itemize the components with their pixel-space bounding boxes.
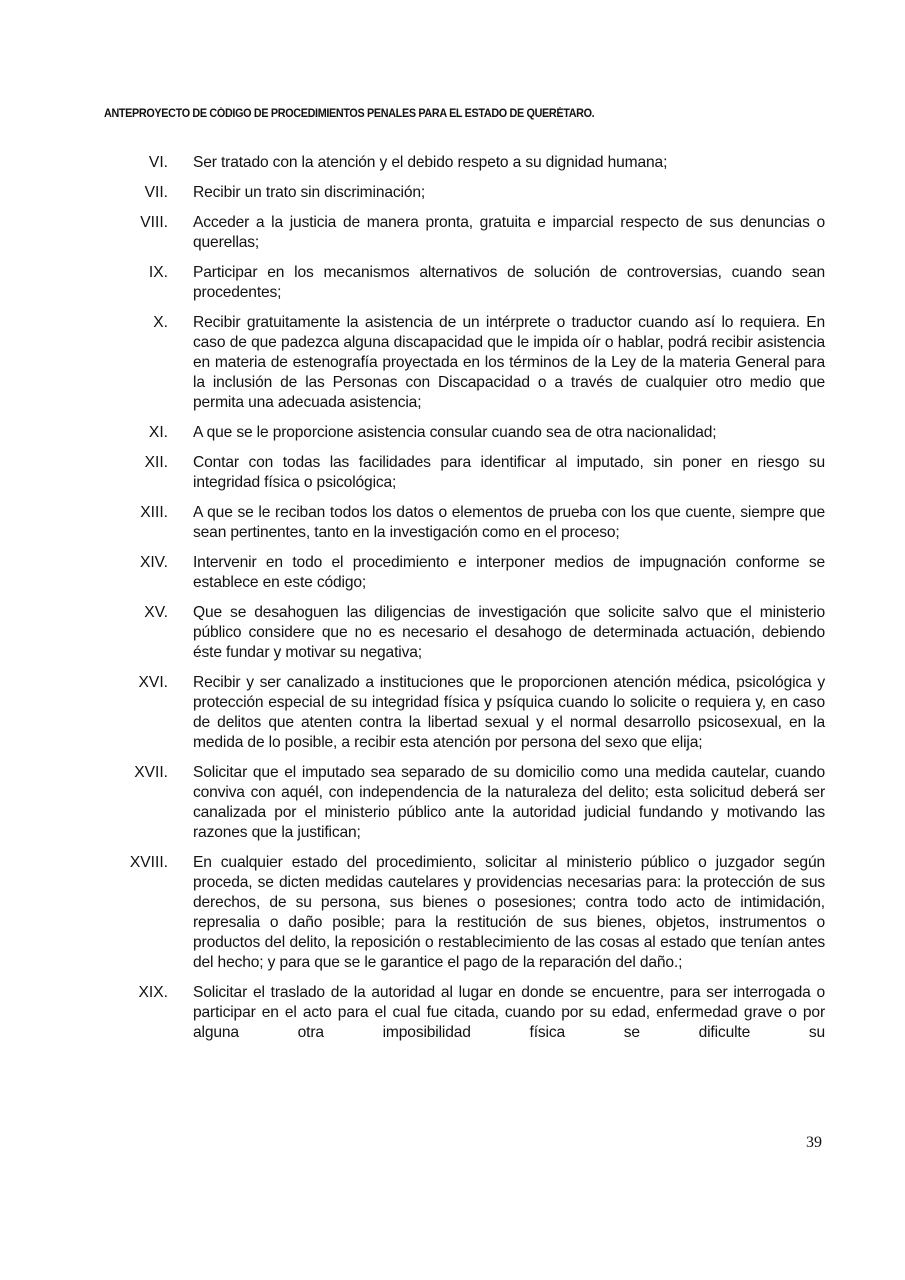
list-item-text: En cualquier estado del procedimiento, solicitar al ministerio público o juzgador según proceda, se dicten medidas cautelares y providencias necesarias para: la protección de sus derechos, de su persona, sus bienes o posesiones; contra todo acto de intimidación, represalia o daño posible; para la restitución de sus bienes, objetos, instrumentos o productos del delito, la reposición o restablecimiento de las cosas al estado que tenían antes del hecho; y para que se le garantice el pago de la reparación del daño.; [193, 854, 825, 971]
list-item-numeral: VI. [148, 154, 168, 171]
list-item [0, 213, 905, 253]
list-item-numeral: XVI. [138, 674, 168, 691]
list-item [0, 503, 905, 543]
list-item [0, 153, 905, 173]
list-item [0, 423, 905, 443]
list-item-numeral: XIX. [138, 984, 168, 1001]
rights-list [0, 153, 905, 1053]
list-item-text: Recibir y ser canalizado a instituciones que le proporcionen atención médica, psicológica y protección especial de su integridad física y psíquica cuando lo solicite o requiera y, en caso de delitos que atenten contra la libertad sexual y el normal desarrollo psicosexual, en la medida de lo posible, a recibir esta atención por persona del sexo que elija; [193, 674, 825, 751]
list-item-numeral: XVII. [134, 764, 168, 781]
list-item-numeral: XIII. [140, 504, 168, 521]
list-item [0, 603, 905, 663]
list-item-text: Contar con todas las facilidades para identificar al imputado, sin poner en riesgo su integridad física o psicológica; [193, 454, 825, 491]
list-item-text: Recibir un trato sin discriminación; [193, 184, 426, 201]
list-item-numeral: X. [153, 314, 168, 331]
list-item [0, 553, 905, 593]
page-number: 39 [806, 1134, 822, 1151]
document-header: ANTEPROYECTO DE CÓDIGO DE PROCEDIMIENTOS PENALES PARA EL ESTADO DE QUERÉTARO. [104, 107, 595, 120]
list-item-numeral: XII. [144, 454, 168, 471]
list-item [0, 673, 905, 753]
list-item [0, 763, 905, 843]
list-item-text: Intervenir en todo el procedimiento e interponer medios de impugnación conforme se establece en este código; [193, 554, 825, 591]
list-item-text: Solicitar que el imputado sea separado de su domicilio como una medida cautelar, cuando conviva con aquél, con independencia de la naturaleza del delito; esta solicitud deberá ser canalizada por el ministerio público ante la autoridad judicial fundando y motivando las razones que la justifican; [193, 764, 825, 841]
list-item-numeral: VIII. [140, 214, 168, 231]
list-item-numeral: XIV. [139, 554, 168, 571]
list-item-numeral: XV. [144, 604, 168, 621]
list-item-numeral: XVIII. [129, 854, 168, 871]
list-item-numeral: IX. [148, 264, 168, 281]
list-item-text: Recibir gratuitamente la asistencia de un intérprete o traductor cuando así lo requiera. En caso de que padezca alguna discapacidad que le impida oír o hablar, podrá recibir asistencia en materia de estenografía proyectada en los términos de la Ley de la materia General para la inclusión de las Personas con Discapacidad o a través de cualquier otro medio que permita una adecuada asistencia; [193, 314, 825, 411]
list-item-text: Solicitar el traslado de la autoridad al lugar en donde se encuentre, para ser interrogada o participar en el acto para el cual fue citada, cuando por su edad, enfermedad grave o por alguna otra imposibilidad física se dificulte su [193, 984, 825, 1041]
list-item-text: Que se desahoguen las diligencias de investigación que solicite salvo que el ministerio público considere que no es necesario el desahogo de determinada actuación, debiendo éste fundar y motivar su negativa; [193, 604, 825, 661]
list-item [0, 983, 905, 1043]
list-item-numeral: XI. [148, 424, 168, 441]
list-item-text: A que se le reciban todos los datos o elementos de prueba con los que cuente, siempre que sean pertinentes, tanto en la investigación como en el proceso; [193, 504, 825, 541]
list-item [0, 853, 905, 973]
list-item-text: A que se le proporcione asistencia consular cuando sea de otra nacionalidad; [193, 424, 717, 441]
list-item [0, 453, 905, 493]
list-item-text: Participar en los mecanismos alternativos de solución de controversias, cuando sean procedentes; [193, 264, 825, 301]
list-item [0, 183, 905, 203]
list-item [0, 313, 905, 413]
list-item-numeral: VII. [144, 184, 168, 201]
list-item-text: Ser tratado con la atención y el debido respeto a su dignidad humana; [193, 154, 668, 171]
list-item-text: Acceder a la justicia de manera pronta, gratuita e imparcial respecto de sus denuncias o querellas; [193, 214, 825, 251]
list-item [0, 263, 905, 303]
